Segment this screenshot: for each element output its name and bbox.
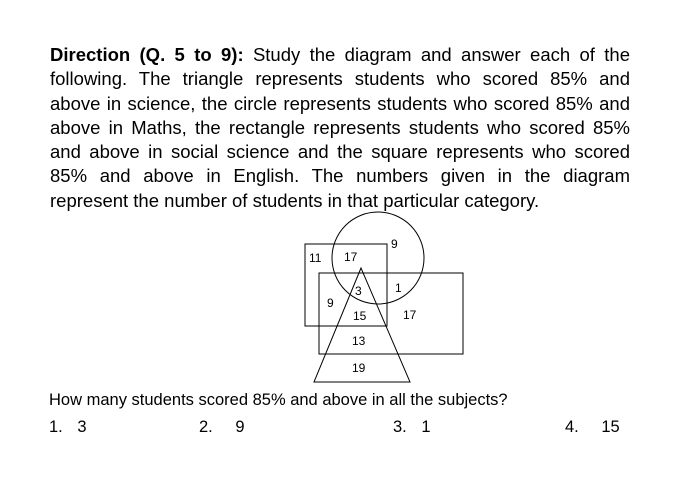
region-triangle-rect-square: 15 <box>353 309 367 323</box>
option-1-number: 1. <box>49 418 63 436</box>
direction-text: Study the diagram and answer each of the following. The triangle represents students who scored 85% and above in science, the circle represents students who scored 85% and above in Maths, the rectangle represents students who scored 85% and above in social science and the square represents who scored 85% and above in English. The numbers given in the diagram represent the number of students in that particular category. <box>50 44 630 211</box>
option-3-number: 3. <box>393 418 407 436</box>
region-square-circle: 17 <box>344 250 358 264</box>
option-1-value: 3 <box>77 418 87 436</box>
option-2[interactable] <box>199 418 245 437</box>
direction-heading: Direction (Q. 5 to 9): <box>50 44 244 65</box>
question-text: How many students scored 85% and above in all the subjects? <box>49 391 508 409</box>
option-4[interactable] <box>565 418 620 437</box>
region-triangle-rect: 13 <box>352 334 366 348</box>
option-4-number: 4. <box>565 418 579 436</box>
region-square-only: 11 <box>309 251 322 265</box>
option-3[interactable] <box>393 418 431 437</box>
region-circle-rect: 1 <box>395 281 402 295</box>
region-rect-only: 17 <box>403 308 417 322</box>
option-2-value: 9 <box>235 418 245 436</box>
option-3-value: 1 <box>421 418 431 436</box>
region-all-top: 3 <box>355 284 362 298</box>
option-4-value: 15 <box>601 418 620 436</box>
region-square-triangle: 9 <box>327 296 334 310</box>
option-1[interactable] <box>49 418 87 437</box>
region-circle-only: 9 <box>391 237 398 251</box>
region-triangle-only: 19 <box>352 361 366 375</box>
option-2-number: 2. <box>199 418 213 436</box>
